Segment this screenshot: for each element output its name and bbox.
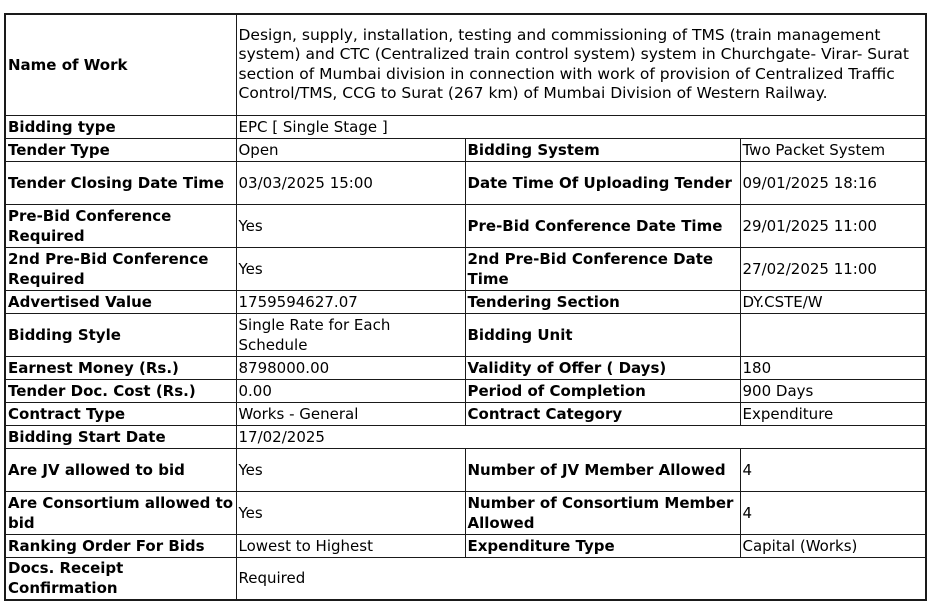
validity-value: 180: [740, 356, 926, 379]
validity-label: Validity of Offer ( Days): [465, 356, 740, 379]
tender-type-label: Tender Type: [5, 138, 236, 161]
period-value: 900 Days: [740, 379, 926, 402]
jv-members-value: 4: [740, 448, 926, 491]
tendering-section-label: Tendering Section: [465, 290, 740, 313]
prebid-date-label: Pre-Bid Conference Date Time: [465, 204, 740, 247]
row-tender-closing: [5, 161, 926, 204]
expenditure-type-value: Capital (Works): [740, 534, 926, 557]
tender-details-panel: [4, 13, 925, 601]
period-label: Period of Completion: [465, 379, 740, 402]
ranking-label: Ranking Order For Bids: [5, 534, 236, 557]
bidding-unit-value: [740, 313, 926, 356]
expenditure-type-label: Expenditure Type: [465, 534, 740, 557]
tender-details-table: [4, 13, 927, 601]
row-doc-cost: [5, 379, 926, 402]
earnest-money-label: Earnest Money (Rs.): [5, 356, 236, 379]
uploading-label: Date Time Of Uploading Tender: [465, 161, 740, 204]
earnest-money-value: 8798000.00: [236, 356, 465, 379]
bidding-type-value: EPC [ Single Stage ]: [236, 115, 926, 138]
doc-cost-value: 0.00: [236, 379, 465, 402]
bidding-system-label: Bidding System: [465, 138, 740, 161]
docs-receipt-label: Docs. Receipt Confirmation: [5, 557, 236, 600]
advertised-value-value: 1759594627.07: [236, 290, 465, 313]
bidding-type-label: Bidding type: [5, 115, 236, 138]
bidding-start-label: Bidding Start Date: [5, 425, 236, 448]
jv-allowed-value: Yes: [236, 448, 465, 491]
row-consortium: [5, 491, 926, 534]
prebid2-required-label: 2nd Pre-Bid Conference Required: [5, 247, 236, 290]
bidding-style-value: Single Rate for Each Schedule: [236, 313, 465, 356]
jv-allowed-label: Are JV allowed to bid: [5, 448, 236, 491]
consortium-members-value: 4: [740, 491, 926, 534]
consortium-allowed-value: Yes: [236, 491, 465, 534]
row-earnest-money: [5, 356, 926, 379]
contract-type-value: Works - General: [236, 402, 465, 425]
docs-receipt-value: Required: [236, 557, 926, 600]
bidding-style-label: Bidding Style: [5, 313, 236, 356]
name-of-work-label: Name of Work: [5, 14, 236, 115]
row-ranking: [5, 534, 926, 557]
row-bidding-style: [5, 313, 926, 356]
advertised-value-label: Advertised Value: [5, 290, 236, 313]
consortium-allowed-label: Are Consortium allowed to bid: [5, 491, 236, 534]
row-bidding-start: [5, 425, 926, 448]
row-advertised-value: [5, 290, 926, 313]
prebid2-date-label: 2nd Pre-Bid Conference Date Time: [465, 247, 740, 290]
contract-category-label: Contract Category: [465, 402, 740, 425]
prebid2-date-value: 27/02/2025 11:00: [740, 247, 926, 290]
uploading-value: 09/01/2025 18:16: [740, 161, 926, 204]
row-docs-receipt: [5, 557, 926, 600]
row-bidding-type: [5, 115, 926, 138]
row-prebid2: [5, 247, 926, 290]
tender-closing-value: 03/03/2025 15:00: [236, 161, 465, 204]
row-contract-type: [5, 402, 926, 425]
prebid-required-label: Pre-Bid Conference Required: [5, 204, 236, 247]
prebid2-required-value: Yes: [236, 247, 465, 290]
contract-category-value: Expenditure: [740, 402, 926, 425]
prebid-required-value: Yes: [236, 204, 465, 247]
tender-type-value: Open: [236, 138, 465, 161]
tender-closing-label: Tender Closing Date Time: [5, 161, 236, 204]
row-tender-type: [5, 138, 926, 161]
row-prebid: [5, 204, 926, 247]
row-name-of-work: [5, 14, 926, 115]
row-jv: [5, 448, 926, 491]
bidding-unit-label: Bidding Unit: [465, 313, 740, 356]
doc-cost-label: Tender Doc. Cost (Rs.): [5, 379, 236, 402]
tendering-section-value: DY.CSTE/W: [740, 290, 926, 313]
ranking-value: Lowest to Highest: [236, 534, 465, 557]
prebid-date-value: 29/01/2025 11:00: [740, 204, 926, 247]
bidding-start-value: 17/02/2025: [236, 425, 926, 448]
contract-type-label: Contract Type: [5, 402, 236, 425]
jv-members-label: Number of JV Member Allowed: [465, 448, 740, 491]
name-of-work-value: Design, supply, installation, testing and commissioning of TMS (train management system) and CTC (Centralized train control system) system in Churchgate- Virar- Surat section of Mumbai division in connection with work of provision of Centralized Traffic Control/TMS, CCG to Surat (267 km) of Mumbai Division of Western Railway.: [236, 14, 926, 115]
consortium-members-label: Number of Consortium Member Allowed: [465, 491, 740, 534]
bidding-system-value: Two Packet System: [740, 138, 926, 161]
